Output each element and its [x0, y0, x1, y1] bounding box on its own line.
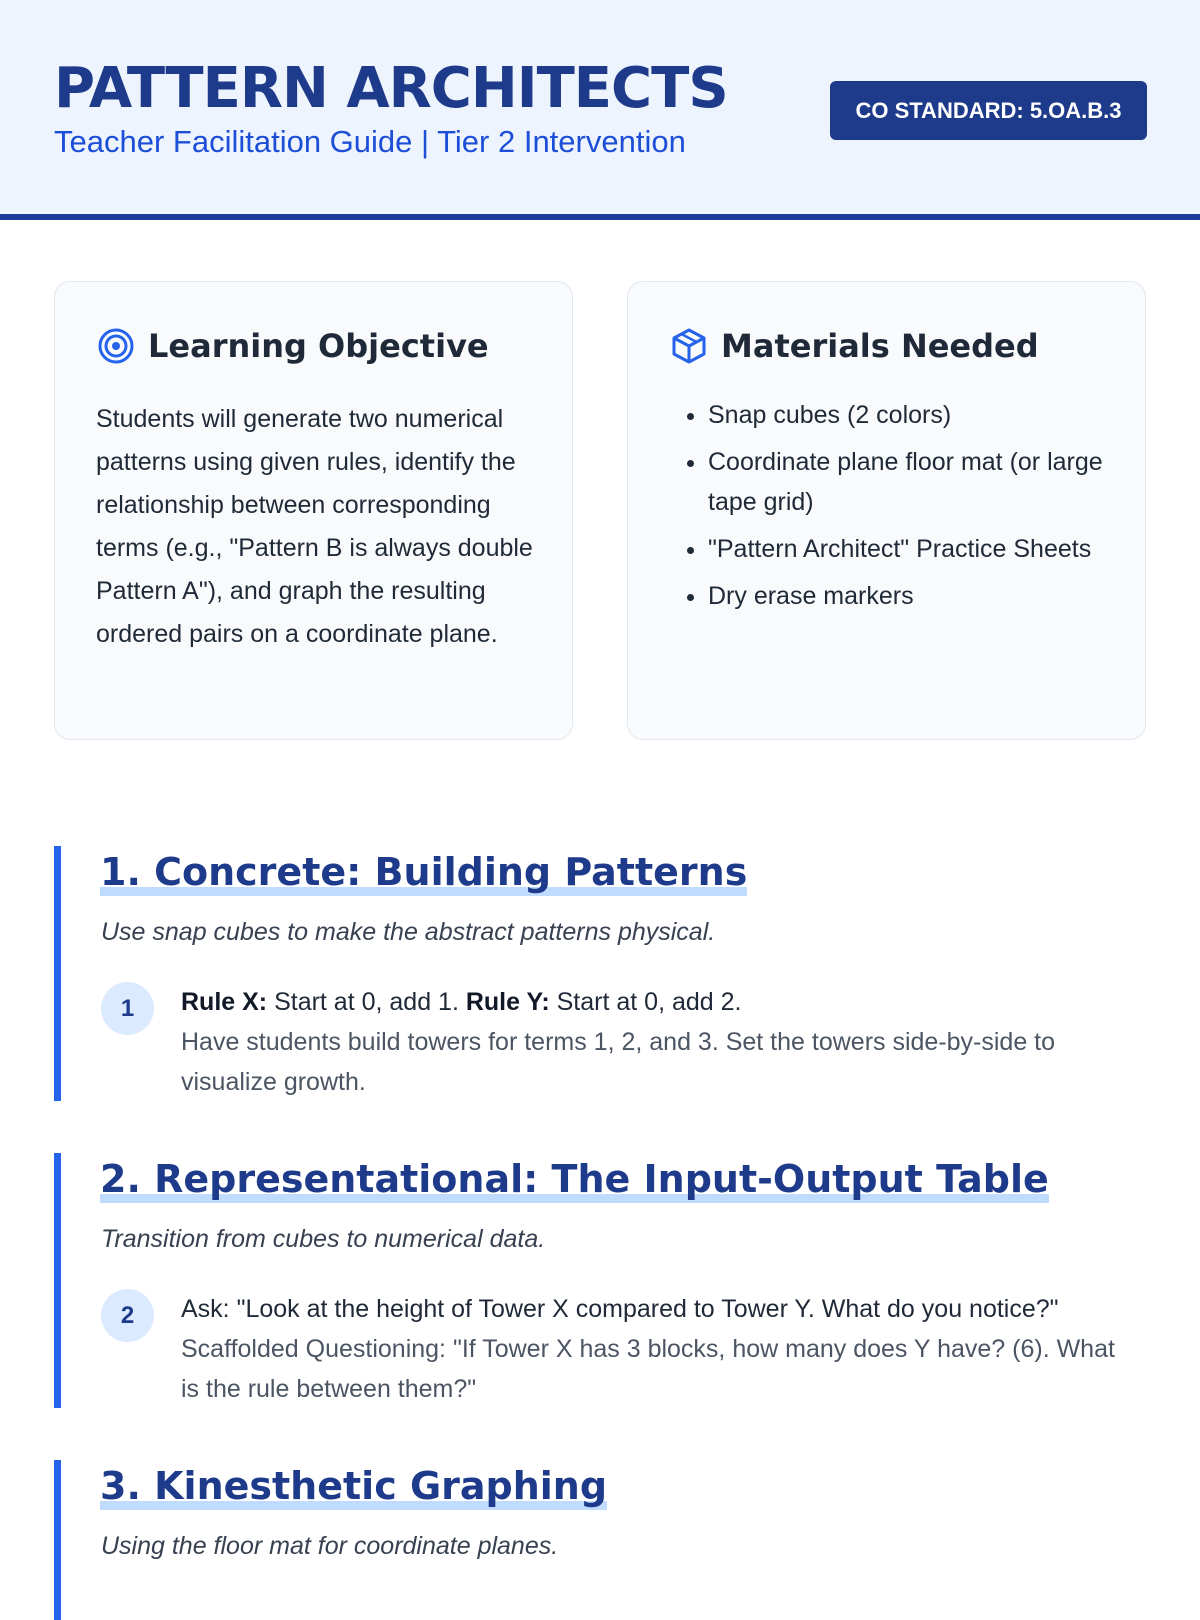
step-detail: Have students build towers for terms 1, 2, and 3. Set the towers side-by-side to visualize growth. — [181, 1028, 1056, 1096]
rule-y-text: Start at 0, add 2. — [549, 988, 742, 1016]
step-number: 2 — [101, 1289, 154, 1342]
materials-list — [669, 395, 1138, 623]
cube-icon — [669, 326, 709, 366]
step-question: Ask: "Look at the height of Tower X compared to Tower Y. What do you notice?" — [181, 1295, 1059, 1323]
step-content — [181, 982, 1121, 1102]
rule-y-label: Rule Y: — [465, 988, 550, 1016]
section-subtitle: Use snap cubes to make the abstract patterns physical. — [101, 918, 716, 946]
materials-title: Materials Needed — [721, 327, 1039, 365]
standard-badge: CO STANDARD: 5.OA.B.3 — [830, 81, 1147, 140]
materials-item: • "Pattern Architect" Practice Sheets — [708, 529, 1138, 569]
learning-objective-header — [96, 326, 489, 366]
learning-objective-card — [54, 281, 573, 740]
section-subtitle: Using the floor mat for coordinate planes. — [101, 1532, 559, 1560]
rule-x-label: Rule X: — [181, 988, 268, 1016]
section-title: 2. Representational: The Input-Output Table — [100, 1157, 1049, 1201]
materials-item: • Dry erase markers — [708, 576, 1138, 616]
materials-header — [669, 326, 1039, 366]
materials-item: • Snap cubes (2 colors) — [708, 395, 1138, 435]
section-title: 1. Concrete: Building Patterns — [100, 850, 748, 894]
page-header — [0, 0, 1200, 220]
page-title: PATTERN ARCHITECTS — [54, 56, 728, 121]
section-kinesthetic — [54, 1460, 1161, 1620]
target-icon — [96, 326, 136, 366]
section-title: 3. Kinesthetic Graphing — [100, 1464, 608, 1508]
step-content — [181, 1289, 1121, 1409]
step-number: 1 — [101, 982, 154, 1035]
section-concrete — [54, 846, 1161, 1101]
materials-card — [627, 281, 1146, 740]
learning-objective-title: Learning Objective — [148, 327, 489, 365]
step-detail: Scaffolded Questioning: "If Tower X has 3 blocks, how many does Y have? (6). What is the rule between them?" — [181, 1335, 1115, 1403]
materials-item: • Coordinate plane floor mat (or large tape grid) — [708, 442, 1138, 522]
section-subtitle: Transition from cubes to numerical data. — [101, 1225, 546, 1253]
step-rules — [181, 982, 1121, 1022]
page-subtitle: Teacher Facilitation Guide | Tier 2 Intervention — [54, 124, 686, 159]
section-representational — [54, 1153, 1161, 1408]
learning-objective-text: Students will generate two numerical patterns using given rules, identify the relationship between corresponding terms (e.g., "Pattern B is always double Pattern A"), and graph the resulting ordered pairs on a coordinate plane. — [96, 405, 533, 648]
rule-x-text: Start at 0, add 1. — [267, 988, 466, 1016]
